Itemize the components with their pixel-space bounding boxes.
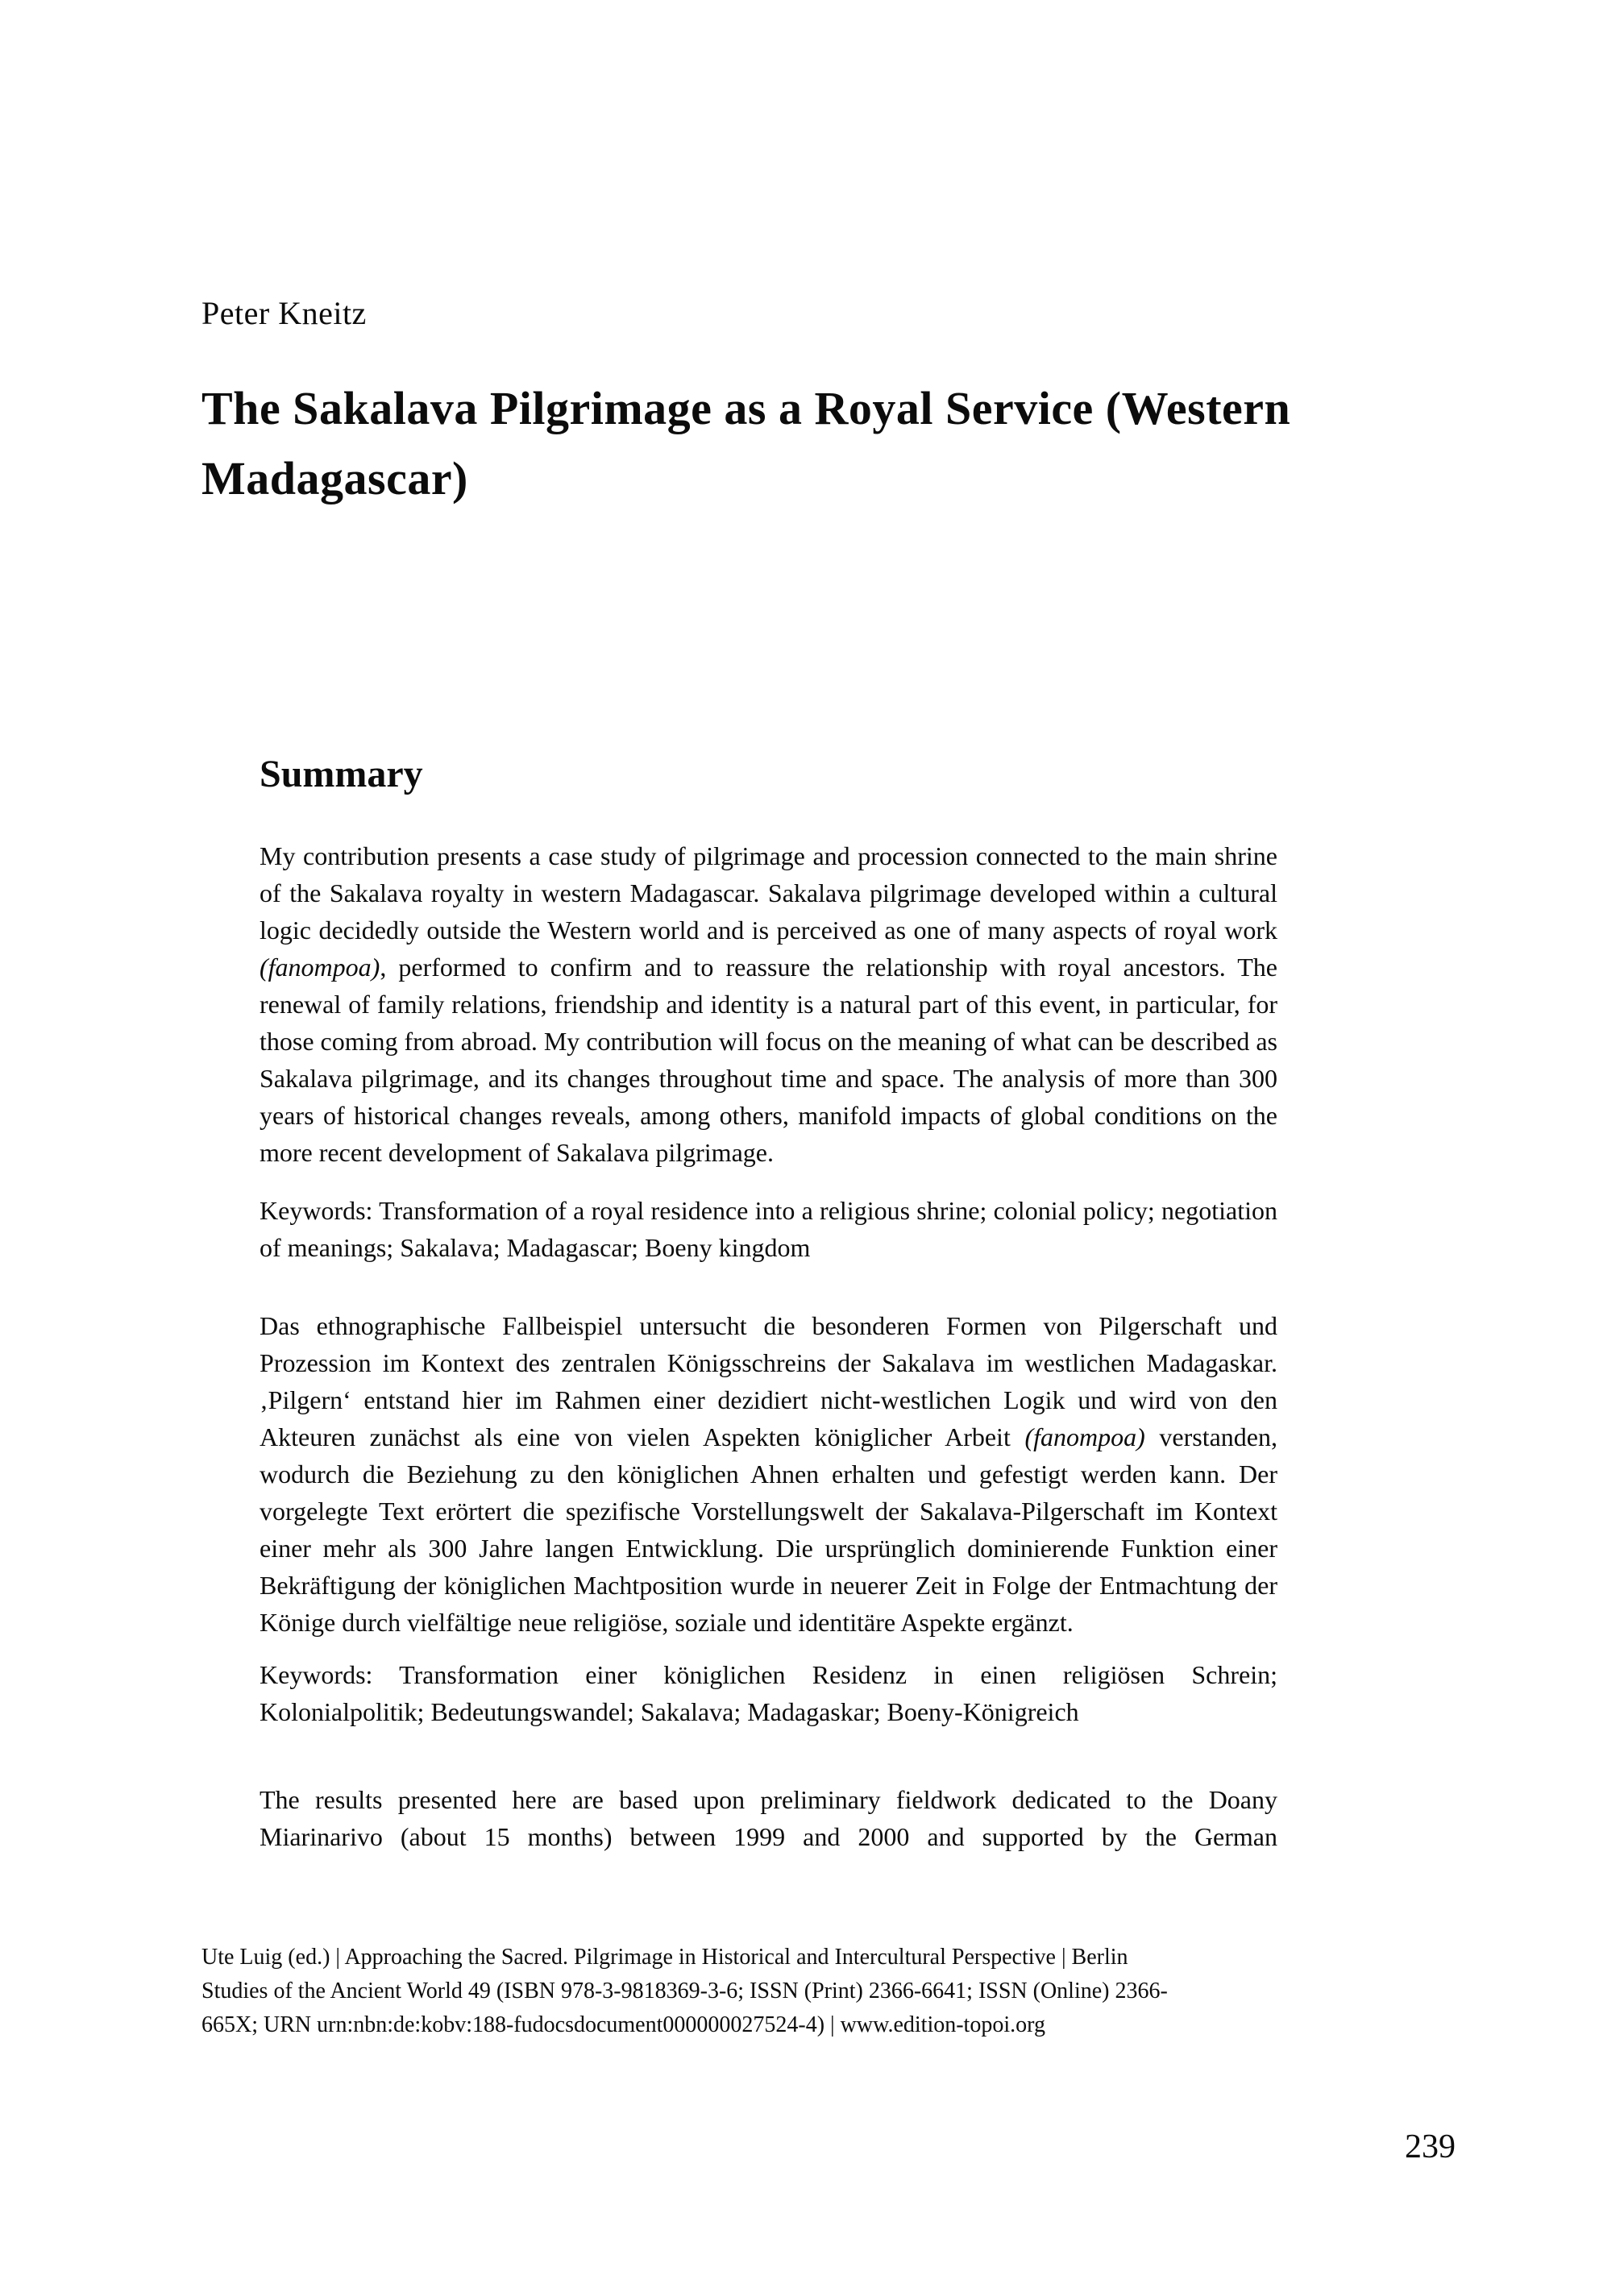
abstract-german-text-before-italic: Das ethnographische Fallbeispiel untersucht die besonderen Formen von Pilgerschaft und Prozession im Kontext des zentralen Königsschreins der Sakalava im westlichen Madagaskar. ‚Pilgern‘ entstand hier im Rahmen einer dezidiert nicht-westlichen Logik und wird von den Akteuren zunächst als eine von vielen Aspekten königlicher Arbeit bbox=[260, 1311, 1277, 1451]
abstract-german bbox=[260, 1307, 1277, 1641]
abstract-english-text-before-italic: My contribution presents a case study of pilgrimage and procession connected to the main shrine of the Sakalava royalty in western Madagascar. Sakalava pilgrimage developed within a cultural logic decidedly outside the Western world and is perceived as one of many aspects of royal work bbox=[260, 841, 1277, 945]
article-title-line1: The Sakalava Pilgrimage as a Royal Service (Western bbox=[201, 382, 1291, 434]
article-title bbox=[201, 373, 1290, 513]
intro-paragraph: The results presented here are based upon preliminary fieldwork dedicated to the Doany Miarinarivo (about 15 months) between 1999 and 2000 and supported by the German bbox=[260, 1785, 1277, 1851]
citation-footer bbox=[201, 1941, 1330, 2042]
keywords-german: Keywords: Transformation einer königlichen Residenz in einen religiösen Schrein; Kolonialpolitik; Bedeutungswandel; Sakalava; Madagaskar; Boeny-Königreich bbox=[260, 1660, 1277, 1726]
abstract-german-text-after-italic: verstanden, wodurch die Beziehung zu den königlichen Ahnen erhalten und gefestigt werden kann. Der vorgelegte Text erörtert die spezifische Vorstellungswelt der Sakalava-Pilgerschaft im Kontext einer mehr als 300 Jahre langen Entwicklung. Die ursprünglich dominierende Funktion einer Bekräftigung der königlichen Machtposition wurde in neuerer Zeit in Folge der Entmachtung der Könige durch vielfältige neue religiöse, soziale und identitäre Aspekte ergänzt. bbox=[260, 1422, 1278, 1637]
keywords-english: Keywords: Transformation of a royal residence into a religious shrine; colonial policy; negotiation of meanings; Sakalava; Madagascar; Boeny kingdom bbox=[260, 1196, 1277, 1262]
page-number: 239 bbox=[1405, 2128, 1456, 2165]
author-name: Peter Kneitz bbox=[201, 295, 367, 331]
citation-line-2: Studies of the Ancient World 49 (ISBN 978-3-9818369-3-6; ISSN (Print) 2366-6641; ISSN (Online) 2366- bbox=[201, 1979, 1168, 2003]
citation-line-1: Ute Luig (ed.) | Approaching the Sacred. Pilgrimage in Historical and Intercultural Perspective | Berlin bbox=[201, 1945, 1128, 1970]
body-column bbox=[260, 750, 1277, 1855]
citation-line-3: 665X; URN urn:nbn:de:kobv:188-fudocsdocument000000027524-4) | www.edition-topoi.org bbox=[201, 2012, 1045, 2037]
fanompoa-italic-term: (fanompoa) bbox=[1024, 1422, 1145, 1451]
fanompoa-italic-term: (fanompoa) bbox=[260, 953, 380, 982]
article-title-line2: Madagascar) bbox=[201, 452, 468, 504]
summary-heading: Summary bbox=[260, 753, 423, 795]
abstract-english-text-after-italic: , performed to confirm and to reassure the relationship with royal ancestors. The renewal of family relations, friendship and identity is a natural part of this event, in particular, for those coming from abroad. My contribution will focus on the meaning of what can be described as Sakalava pilgrimage, and its changes throughout time and space. The analysis of more than 300 years of historical changes reveals, among others, manifold impacts of global conditions on the more recent development of Sakalava pilgrimage. bbox=[260, 953, 1277, 1167]
abstract-english bbox=[260, 837, 1277, 1171]
